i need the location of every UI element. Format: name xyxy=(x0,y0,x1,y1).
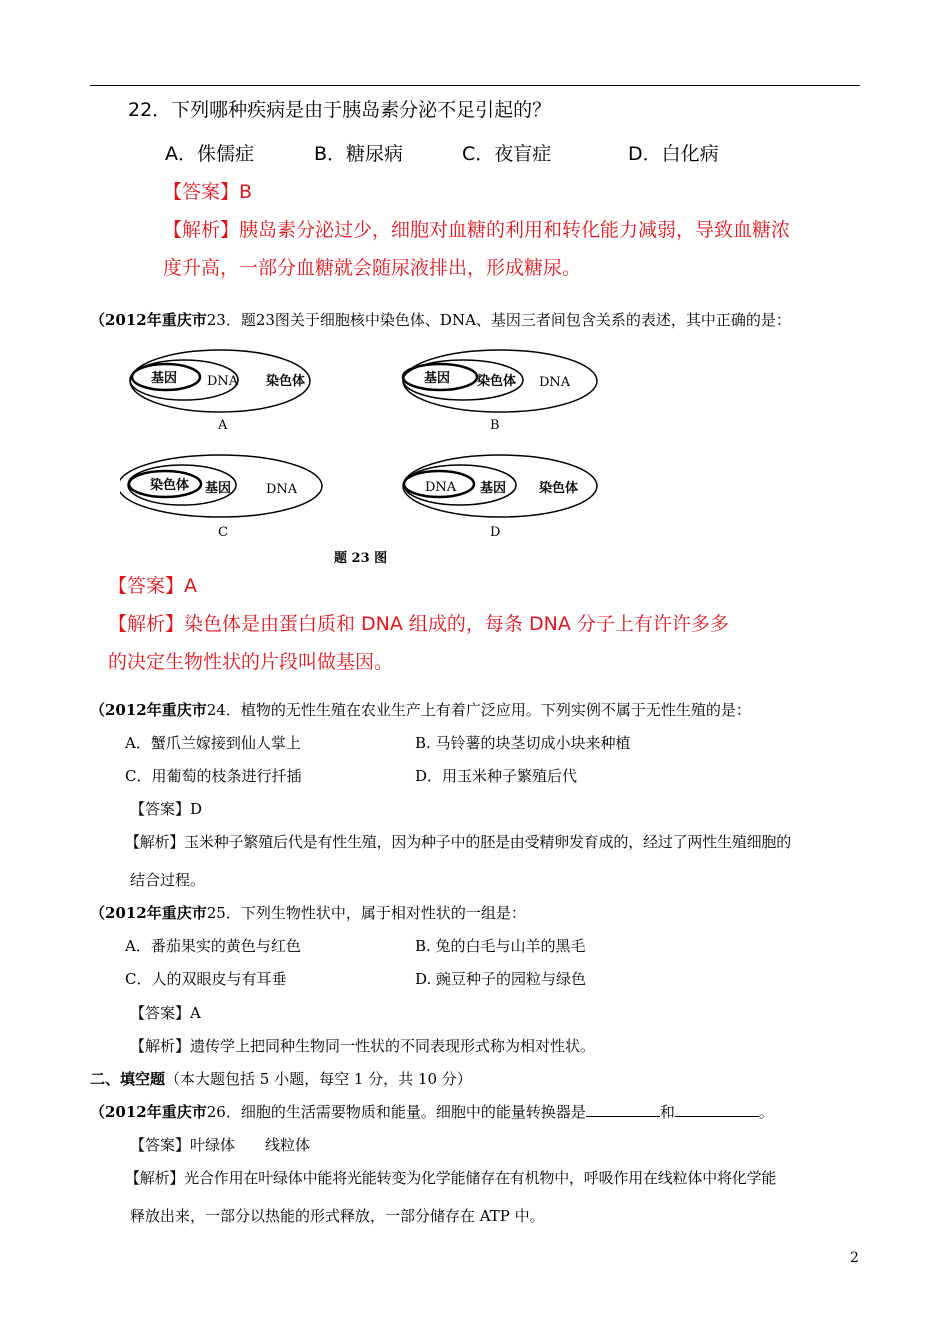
q22-option-d: D．白化病 xyxy=(628,143,719,165)
q24-analysis-line1: 【解析】玉米种子繁殖后代是有性生殖，因为种子中的胚是由受精卵发育成的，经过了两性生殖细胞的 xyxy=(125,833,792,851)
q25-option-c: C．人的双眼皮与有耳垂 xyxy=(125,970,287,988)
q22-option-b: B．糖尿病 xyxy=(314,143,404,165)
q23-analysis-line1: 【解析】染色体是由蛋白质和 DNA 组成的，每条 DNA 分子上有许许多多 xyxy=(108,613,729,635)
header-rule xyxy=(90,85,860,86)
q22-answer: 【答案】B xyxy=(163,181,253,203)
q23-a-middle: DNA xyxy=(207,374,239,389)
q23-d-middle: 基因 xyxy=(480,481,507,496)
q24-option-b: B. 马铃薯的块茎切成小块来种植 xyxy=(415,734,631,752)
q23-diagram-caption: 题 23 图 xyxy=(334,551,388,566)
q23-diagram xyxy=(120,345,620,570)
q23-answer: 【答案】A xyxy=(108,575,198,597)
q25-stem: （2012年重庆市25．下列生物性状中，属于相对性状的一组是： xyxy=(90,904,526,922)
q23-c-label: C xyxy=(218,525,228,540)
q23-b-outer: DNA xyxy=(539,375,571,390)
q23-a-outer: 染色体 xyxy=(266,374,306,389)
q22-option-a: A．侏儒症 xyxy=(165,143,254,165)
q23-a-label: A xyxy=(218,418,228,433)
q25-option-a: A．番茄果实的黄色与红色 xyxy=(125,937,301,955)
q24-option-a: A．蟹爪兰嫁接到仙人掌上 xyxy=(125,734,301,752)
q24-answer: 【答案】D xyxy=(130,800,203,818)
q26-blank-2[interactable] xyxy=(675,1102,759,1117)
q25-option-d: D. 豌豆种子的园粒与绿色 xyxy=(415,970,587,988)
q23-d-inner: DNA xyxy=(425,480,457,495)
q23-d-label: D xyxy=(490,525,501,540)
q23-b-middle: 染色体 xyxy=(477,374,517,389)
q26-analysis-line1: 【解析】光合作用在叶绿体中能将光能转变为化学能储存在有机物中，呼吸作用在线粒体中将化学能 xyxy=(125,1169,777,1187)
q23-stem: （2012年重庆市23．题23图关于细胞核中染色体、DNA、基因三者间包含关系的表述，其中正确的是： xyxy=(90,311,791,329)
section2-heading: 二、填空题（本大题包括 5 小题，每空 1 分，共 10 分） xyxy=(90,1070,472,1088)
q26-blank-1[interactable] xyxy=(586,1102,660,1117)
q23-b-inner: 基因 xyxy=(424,371,451,386)
q23-c-inner: 染色体 xyxy=(150,478,190,493)
q23-c-middle: 基因 xyxy=(205,481,232,496)
q23-c-outer: DNA xyxy=(266,482,298,497)
q23-a-inner: 基因 xyxy=(151,371,178,386)
q22-option-c: C．夜盲症 xyxy=(462,143,552,165)
q22-stem: 22．下列哪种疾病是由于胰岛素分泌不足引起的？ xyxy=(128,99,552,121)
q23-b-label: B xyxy=(490,418,500,433)
q26-answer: 【答案】叶绿体 线粒体 xyxy=(130,1136,311,1154)
q24-option-c: C．用葡萄的枝条进行扦插 xyxy=(125,767,302,785)
q25-option-b: B. 兔的白毛与山羊的黑毛 xyxy=(415,937,586,955)
q24-analysis-line2: 结合过程。 xyxy=(130,871,206,889)
q25-answer: 【答案】A xyxy=(130,1004,201,1022)
q23-analysis-line2: 的决定生物性状的片段叫做基因。 xyxy=(108,651,394,673)
page-number: 2 xyxy=(850,1250,859,1266)
q24-option-d: D．用玉米种子繁殖后代 xyxy=(415,767,578,785)
q26-analysis-line2: 释放出来，一部分以热能的形式释放，一部分储存在 ATP 中。 xyxy=(130,1207,545,1225)
q26-stem: （2012年重庆市26．细胞的生活需要物质和能量。细胞中的能量转换器是 和 。 xyxy=(90,1103,774,1121)
q23-d-outer: 染色体 xyxy=(539,481,579,496)
q22-analysis-line1: 【解析】胰岛素分泌过少，细胞对血糖的利用和转化能力减弱，导致血糖浓 xyxy=(163,219,791,241)
q24-stem: （2012年重庆市24．植物的无性生殖在农业生产上有着广泛应用。下列实例不属于无性生殖的是： xyxy=(90,701,751,719)
q25-analysis: 【解析】遗传学上把同种生物同一性状的不同表现形式称为相对性状。 xyxy=(130,1037,596,1055)
q22-analysis-line2: 度升高，一部分血糖就会随尿液排出，形成糖尿。 xyxy=(163,257,582,279)
